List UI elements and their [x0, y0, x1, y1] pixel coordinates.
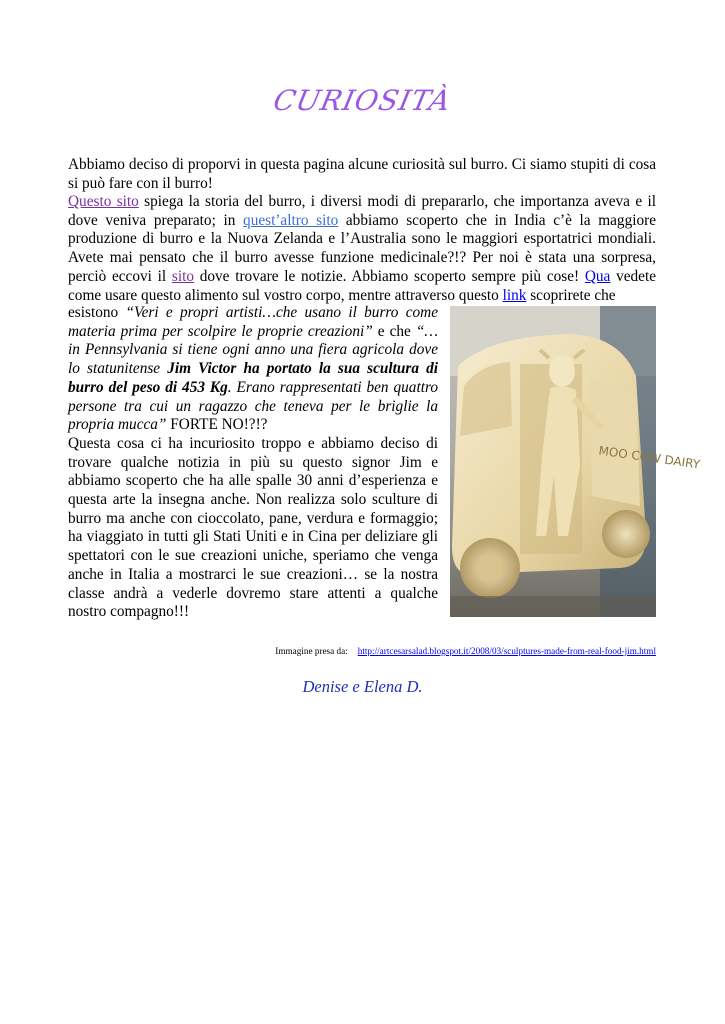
link-qua[interactable]: Qua: [584, 267, 611, 285]
quote-artisti: “Veri e propri artisti…che usano il burro come materia prima per scolpire le proprie creazioni”: [68, 304, 439, 340]
butter-van-illustration: [450, 306, 701, 617]
paragraph-text: scoprirete che: [526, 286, 616, 304]
paragraph-text: vedete come usare questo alimento sul vostro corpo, mentre attraverso questo: [68, 267, 657, 304]
credit-label: Immagine presa da:: [275, 646, 348, 656]
butter-sculpture-image: [450, 306, 701, 617]
jim-paragraph: Questa cosa ci ha incuriosito troppo e abbiamo deciso di trovare qualche notizia in più su questo signor Jim e abbiamo scoperto che ha alle spalle 30 anni d’esperienza e questa arte la insegna anche. Non realizza solo sculture di burro ma anche con cioccolato, pane, verdura e formaggio; ha viaggiato in tutti gli Stati Uniti e in Cina per deliziare gli spettatori con le sue creazioni uniche, speriamo che venga anche in Italia a mostrarci le sue creazioni… se la nostra classe andrà a vederle dovremo stare attenti a qualche nostro compagno!!!: [68, 434, 438, 621]
article-text: esistono: [68, 304, 126, 321]
link-altro-sito[interactable]: quest’altro sito: [243, 211, 339, 229]
exclamation-text: FORTE NO!?!?: [166, 416, 268, 434]
intro-paragraph: Abbiamo deciso di proporvi in questa pagina alcune curiosità sul burro. Ci siamo stupiti di cosa si può fare con il burro!: [68, 156, 656, 192]
paragraph-text: spiega la storia del burro, i diversi modi di prepararlo, che importanza aveva e il dove veniva preparato; in: [68, 193, 656, 229]
links-paragraph: [68, 193, 656, 305]
page-title: CURIOSITÀ: [270, 84, 455, 117]
highlight-jim-victor: Jim Victor ha portato la sua scultura di burro del peso di 453 Kg: [68, 360, 438, 396]
signature: Denise e Elena D.: [302, 677, 423, 696]
article-text: e che: [372, 322, 416, 340]
quote-pennsylvania: “…in Pennsylvania si tiene ogni anno una fiera agricola dove lo statunitense: [68, 322, 438, 378]
link-sito[interactable]: sito: [171, 267, 194, 285]
credit-link[interactable]: http://artcesarsalad.blogspot.it/2008/03/sculptures-made-from-real-food-jim.html: [357, 646, 656, 656]
link-link[interactable]: link: [502, 286, 527, 304]
van-lettering: MOO COW DAIRY: [597, 443, 701, 472]
link-questo-sito[interactable]: Questo sito: [68, 193, 139, 210]
paragraph-text: dove trovare le notizie. Abbiamo scoperto sempre più cose!: [193, 267, 585, 285]
article-body: [68, 304, 701, 622]
image-credit: [275, 646, 656, 656]
quote-end: . Erano rappresentati ben quattro persone tra cui un ragazzo che teneva per le briglie la propria mucca”: [68, 378, 438, 434]
paragraph-text: abbiamo scoperto che in India c’è la maggiore produzione di burro e la Nuova Zelanda e l’Australia sono le maggiori esportatrici mondiali. Avete mai pensato che il burro avesse funzione medicinale?!? Per noi è stata una sorpresa, perciò eccovi il: [68, 211, 657, 285]
